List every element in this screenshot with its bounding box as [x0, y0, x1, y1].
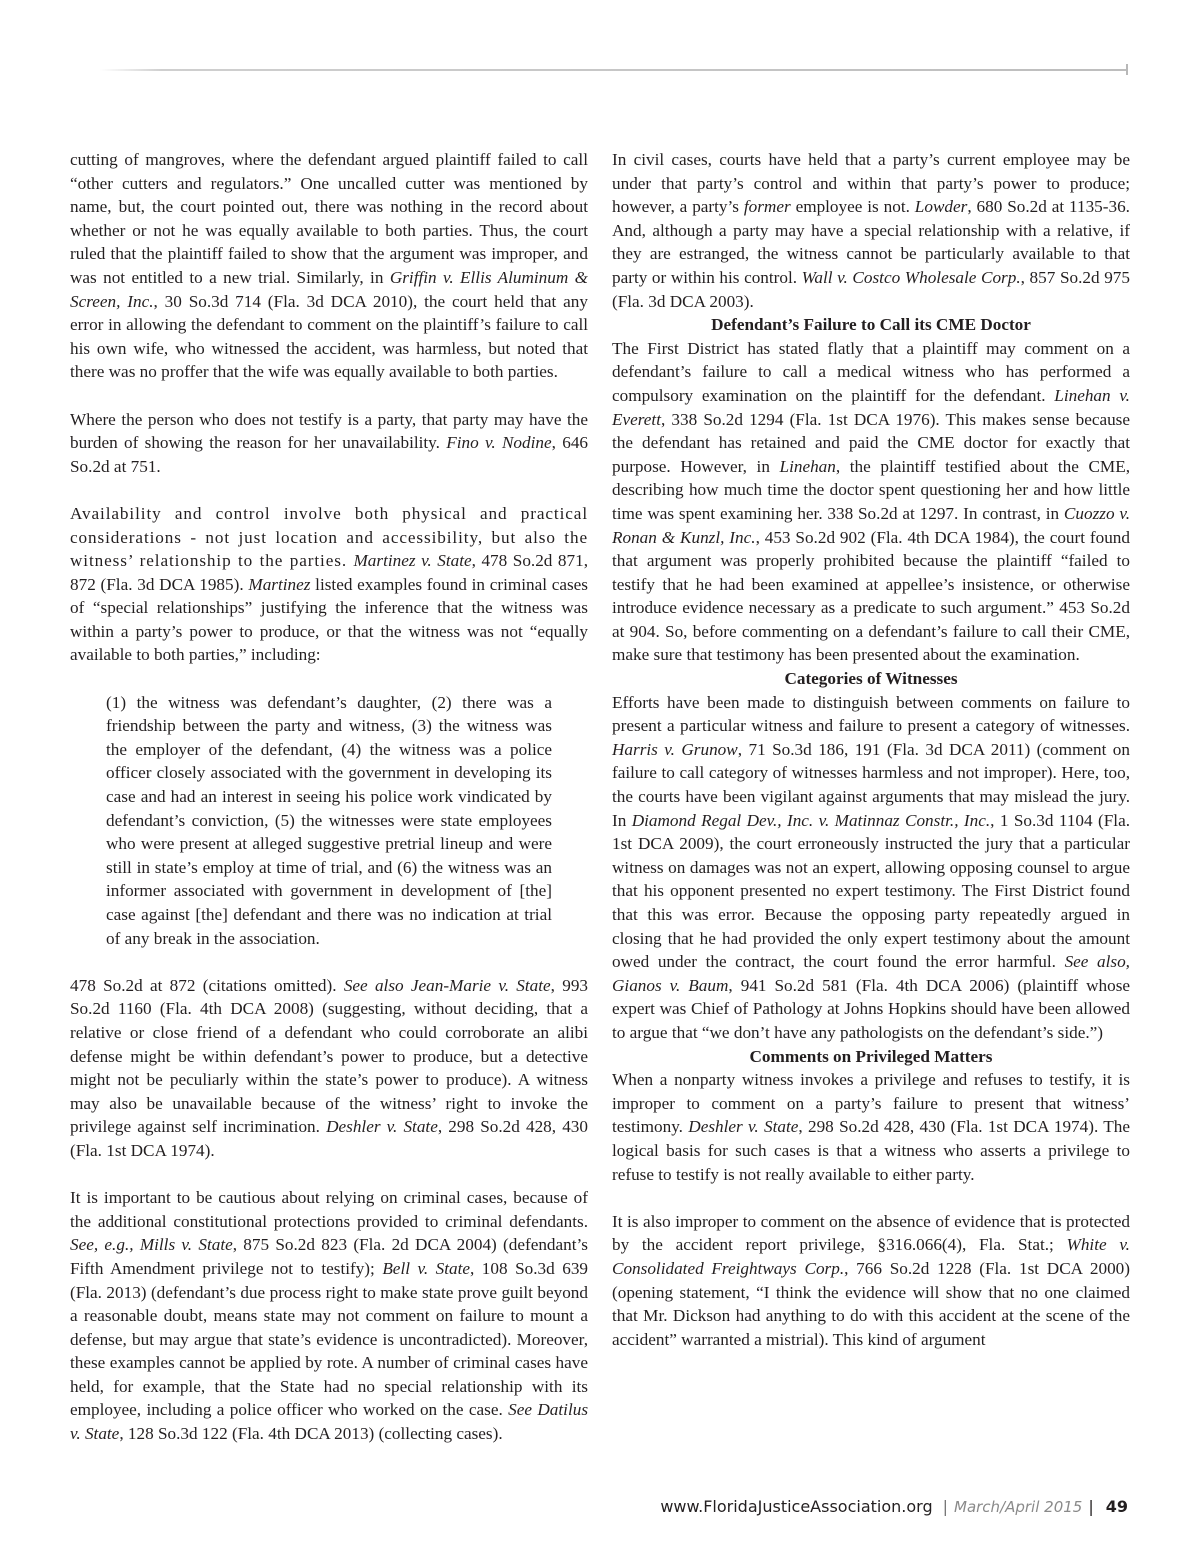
case-citation: See, e.g., Mills v. State [70, 1235, 233, 1255]
case-citation: Linehan v. Everett [612, 385, 1130, 429]
case-citation: Cuozzo v. Ronan & Kunzl, Inc. [612, 503, 1130, 547]
paragraph: 478 So.2d at 872 (citations omitted). See also Jean-Marie v. State, 993 So.2d 1160 (Fla. 4th DCA 2008) (suggesting, without deciding, that a relative or close friend of a defendant who could corroborate an alibi defense might be within defendant’s power to produce, but a detective might not be peculiarly within the state’s power to produce). A witness may also be unavailable because of the witness’ right to invoke the privilege against self incrimination. Deshler v. State, 298 So.2d 428, 430 (Fla. 1st DCA 1974). [70, 975, 589, 1160]
paragraph: It is also improper to comment on the absence of evidence that is protected by the accident report privilege, §316.066(4), Fla. Stat.; White v. Consolidated Freightways Corp., 766 So.2d 1228 (Fla. 1st DCA 2000) (opening statement, “I think the evidence will show that no one claimed that Mr. Dickson had anything to do with this accident at the scene of the accident” warranted a mistrial). This kind of argument [612, 1211, 1130, 1349]
footer-divider: | [942, 1497, 948, 1516]
case-citation: See also, Gianos v. Baum [612, 952, 1130, 995]
case-citation: Linehan [779, 456, 836, 476]
paragraph: Efforts have been made to distinguish between comments on failure to present a particular witness and failure to present a category of witnesses. Harris v. Grunow, 71 So.3d 186, 191 (Fla. 3d DCA 2011) (comment on failure to call category of witnesses harmless and not improper). Here, too, the courts have been vigilant against arguments that may mislead the jury. In Diamond Regal Dev., Inc. v. Matinnaz Constr., Inc., 1 So.3d 1104 (Fla. 1st DCA 2009), the court erroneously instructed the jury that a particular witness on damages was not an expert, allowing opposing counsel to argue that his opponent presented no expert testimony. The First District found that this was error. Because the opposing party repeatedly argued in closing that he had provided the only expert testimony about the amount owed under the contract, the court found the error harmful. See also, Gianos v. Baum, 941 So.2d 581 (Fla. 4th DCA 2006) (plaintiff whose expert was Chief of Pathology at Johns Hopkins should have been allowed to argue that “we don’t have any pathologists on the defendant’s side.”) [612, 692, 1131, 1042]
case-citation: Deshler v. State [326, 1117, 438, 1137]
page-number: 49 [1105, 1497, 1128, 1516]
case-citation: See also Jean-Marie v. State [343, 975, 551, 995]
section-heading: Comments on Privileged Matters [749, 1046, 993, 1066]
header-rule-cap [1126, 64, 1128, 75]
paragraph: When a nonparty witness invokes a privilege and refuses to testify, it is improper to comment on a party’s failure to present that witness’ testimony. Deshler v. State, 298 So.2d 428, 430 (Fla. 1st DCA 1974). The logical basis for such cases is that a witness who asserts a privilege to refuse to testify is not really available to either party. [612, 1070, 1130, 1184]
case-citation: Martinez [248, 574, 311, 594]
case-citation: Diamond Regal Dev., Inc. v. Matinnaz Constr., Inc. [631, 810, 991, 830]
emphasis: former [743, 197, 791, 217]
paragraph: In civil cases, courts have held that a party’s current employee may be under that party’s control and within that party’s power to produce; however, a party’s former employee is not. Lowder, 680 So.2d at 1135-36. And, although a party may have a special relationship with a relative, if they are estranged, the witness cannot be particularly available to that party or within his control. Wall v. Costco Wholesale Corp., 857 So.2d 975 (Fla. 3d DCA 2003). [612, 150, 1130, 311]
paragraph: Availability and control involve both physical and practical considerations - not just location and accessibility, but also the witness’ relationship to the parties. Martinez v. State, 478 So.2d 871, 872 (Fla. 3d DCA 1985). Martinez listed examples found in criminal cases of “special relationships” justifying the inference that the witness was within a party’s power to produce, or that the witness was not “equally available to both parties,” including: [70, 503, 589, 665]
case-citation: Deshler v. State [688, 1117, 799, 1137]
block-quote: (1) the witness was defendant’s daughter, (2) there was a friendship between the party and witness, (3) the witness was the employer of the defendant, (4) the witness was a police officer closely associated with the government in developing its case and had an interest in seeing his police work vindicated by defendant’s conviction, (5) the witnesses were state employees who were present at alleged suggestive pretrial lineup and were still in state’s employ at time of trial, and (6) the witness was an informer associated with government in development of [the] case against [the] defendant and there was no indication at trial of any break in the association. [106, 692, 552, 948]
page-footer [0, 1497, 1128, 1516]
footer-issue: March/April 2015 [954, 1498, 1083, 1516]
case-citation: White v. Consolidated Freightways Corp. [612, 1235, 1130, 1278]
footer-url[interactable]: www.FloridaJusticeAssociation.org [660, 1497, 933, 1516]
case-citation: Fino v. Nodine [446, 433, 552, 453]
left-column [70, 148, 588, 1446]
case-citation: Griffin v. Ellis Aluminum & Screen, Inc. [70, 267, 589, 311]
paragraph: Where the person who does not testify is a party, that party may have the burden of showing the reason for her unavailability. Fino v. Nodine, 646 So.2d at 751. [70, 409, 589, 476]
footer-divider: | [1088, 1497, 1094, 1516]
section-heading: Defendant’s Failure to Call its CME Doctor [711, 315, 1031, 335]
paragraph: It is important to be cautious about relying on criminal cases, because of the additional constitutional protections provided to criminal defendants. See, e.g., Mills v. State, 875 So.2d 823 (Fla. 2d DCA 2004) (defendant’s Fifth Amendment privilege not to testify); Bell v. State, 108 So.3d 639 (Fla. 2013) (defendant’s due process right to make state prove guilt beyond a reasonable doubt, means state may not comment on failure to mount a defense, but may argue that state’s evidence is uncontradicted). Moreover, these examples cannot be applied by rote. A number of criminal cases have held, for example, that the State had no special relationship with its employee, including a police officer who worked on the case. See Datilus v. State, 128 So.3d 122 (Fla. 4th DCA 2013) (collecting cases). [70, 1188, 589, 1444]
header-rule [100, 69, 1128, 71]
paragraph: The First District has stated flatly that a plaintiff may comment on a defendant’s failure to call a medical witness who has performed a compulsory examination on the plaintiff for the defendant. Linehan v. Everett, 338 So.2d 1294 (Fla. 1st DCA 1976). This makes sense because the defendant has retained and paid the CME doctor for exactly that purpose. However, in Linehan, the plaintiff testified about the CME, describing how much time the doctor spent questioning her and how little time was spent examining her. 338 So.2d at 1297. In contrast, in Cuozzo v. Ronan & Kunzl, Inc., 453 So.2d 902 (Fla. 4th DCA 1984), the court found that argument was properly prohibited because the plaintiff “failed to testify that he had been examined at appellee’s insistence, or otherwise introduce evidence necessary as a predicate to such argument.” 453 So.2d at 904. So, before commenting on a defendant’s failure to call their CME, make sure that testimony has been presented about the examination. [612, 338, 1130, 665]
case-citation: Wall v. Costco Wholesale Corp. [801, 267, 1021, 287]
case-citation: See Datilus v. State [70, 1400, 589, 1444]
case-citation: Bell v. State [382, 1258, 471, 1278]
right-column [612, 148, 1130, 1351]
section-heading: Categories of Witnesses [784, 669, 958, 689]
case-citation: Harris v. Grunow [612, 739, 738, 759]
case-citation: Lowder [914, 197, 968, 217]
paragraph: cutting of mangroves, where the defendant argued plaintiff failed to call “other cutters and regulators.” One uncalled cutter was mentioned by name, but, the court pointed out, there was nothing in the record about whether or not he was equally available to both parties. Thus, the court ruled that the plaintiff failed to show that the argument was improper, and was not entitled to a new trial. Similarly, in Griffin v. Ellis Aluminum & Screen, Inc., 30 So.3d 714 (Fla. 3d DCA 2010), the court held that any error in allowing the defendant to comment on the plaintiff’s failure to call his own wife, who witnessed the accident, was harmless, but noted that there was no proffer that the wife was equally available to both parties. [70, 150, 589, 382]
case-citation: Martinez v. State [353, 551, 472, 571]
